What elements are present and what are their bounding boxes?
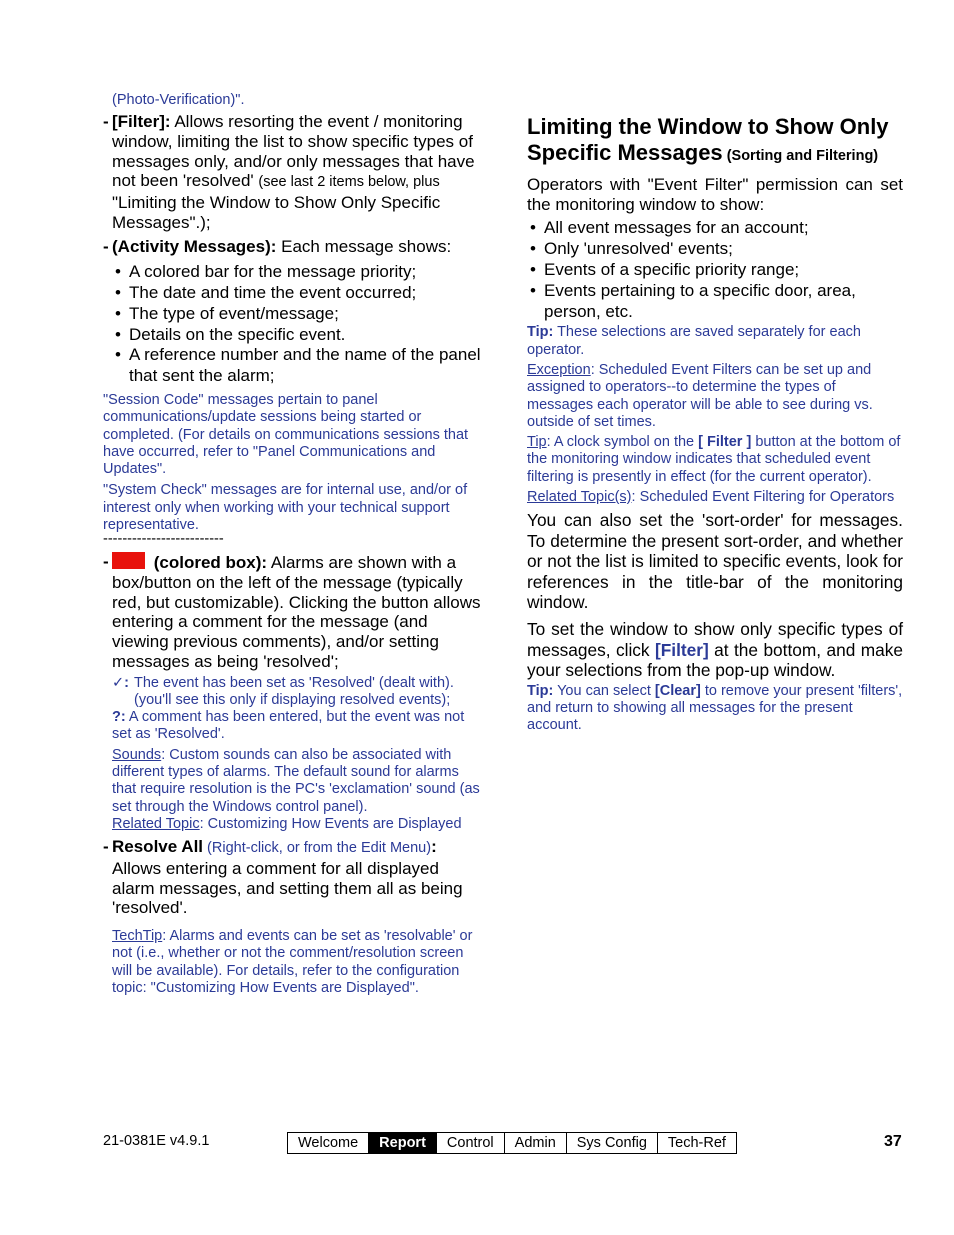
right-column	[527, 114, 903, 735]
sounds-text: : Custom sounds can also be associated with different types of alarms. The default sound for alarms that require resolution is the PC's 'exclamation' sound (as set through the Windows control panel).	[112, 746, 480, 815]
activity-body	[112, 237, 481, 257]
related-topics-note	[527, 489, 903, 506]
tip-clear-note	[527, 683, 903, 735]
exception-note	[527, 362, 903, 431]
tip-clock-text: : A clock symbol on the	[546, 434, 699, 451]
list-item: • Events pertaining to a specific door, area, person, etc.	[527, 281, 903, 323]
nav-tab-control[interactable]: Control	[437, 1133, 505, 1153]
document-id: 21-0381E v4.9.1	[103, 1133, 210, 1149]
page-number: 37	[884, 1133, 902, 1150]
tip-clear-text: You can select	[553, 682, 655, 699]
colored-box-text: Alarms are shown with a box/button on the left of the message (typically red, but customizable). Clicking the button allows entering a comment for the message (and viewing previous comments), and/or setting messages as being 'resolved';	[112, 553, 481, 671]
tip-clock-note	[527, 434, 903, 486]
system-check-note: "System Check" messages are for internal use, and/or of interest only when working with your technical support representative.	[103, 482, 468, 534]
resolve-all-text: Allows entering a comment for all displayed alarm messages, and setting them all as being 'resolved'.	[112, 858, 463, 918]
tip-saved-note	[527, 324, 903, 359]
left-column	[103, 92, 481, 997]
filter-bullet: -	[103, 112, 109, 132]
list-item: • The date and time the event occurred;	[112, 283, 481, 304]
activity-item	[103, 237, 481, 257]
resolved-check-note	[112, 675, 481, 710]
list-item: • Events of a specific priority range;	[527, 260, 903, 281]
tip-label: Tip:	[527, 324, 554, 341]
filter-text-small: (see last 2 items below, plus	[258, 174, 440, 191]
tip-saved-text: These selections are saved separately for each operator.	[527, 324, 861, 358]
section-heading	[527, 114, 903, 169]
tip-clear-text-2: to remove your present 'filters', and return to showing all messages for the present account.	[527, 682, 903, 734]
sounds-link[interactable]: Sounds	[112, 746, 162, 763]
filter-para-text: To set the window to show only specific types of messages, click	[527, 619, 903, 660]
resolve-all-item	[103, 837, 481, 918]
activity-bullet-list	[112, 262, 481, 387]
session-code-note: "Session Code" messages pertain to panel communications/update sessions being started or completed. (For details on communications sessions that have occurred, refer to "Panel Communications and Updates".	[103, 392, 469, 478]
filter-button-ref: [ Filter ]	[698, 434, 752, 451]
list-item: • All event messages for an account;	[527, 218, 903, 239]
nav-tab-sys-config[interactable]: Sys Config	[567, 1133, 658, 1153]
section-heading-sub: (Sorting and Filtering)	[722, 148, 879, 164]
check-mark-icon: ✓:	[112, 674, 129, 691]
comment-question-note	[112, 709, 481, 744]
filter-options-list	[527, 218, 903, 322]
related-topic-text: : Customizing How Events are Displayed	[199, 815, 462, 832]
photo-verification-ref: (Photo-Verification)".	[112, 92, 245, 108]
tip-label: Tip:	[527, 682, 554, 699]
filter-item	[103, 112, 481, 232]
related-topics-link[interactable]: Related Topic(s)	[527, 489, 632, 506]
resolve-all-body	[112, 837, 481, 918]
nav-tab-tech-ref[interactable]: Tech-Ref	[667, 1135, 726, 1151]
related-topic-link[interactable]: Related Topic	[112, 815, 200, 832]
list-item: • A reference number and the name of the panel that sent the alarm;	[112, 345, 481, 387]
list-item: • The type of event/message;	[112, 304, 481, 325]
colored-box-item	[103, 552, 481, 671]
resolve-all-bullet: -	[103, 837, 109, 857]
page-footer	[0, 1130, 954, 1156]
list-item: • A colored bar for the message priority;	[112, 262, 481, 283]
resolve-all-colon: :	[431, 837, 437, 857]
list-item: • Details on the specific event.	[112, 325, 481, 346]
activity-text: Each message shows:	[276, 236, 452, 256]
intro-paragraph: Operators with "Event Filter" permission can set the monitoring window to show:	[527, 175, 903, 214]
exception-text: : Scheduled Event Filters can be set up and assigned to operators--to determine the types of messages each operator will be able to see during vs. outside of set times.	[527, 361, 873, 430]
list-item: • Only 'unresolved' events;	[527, 239, 903, 260]
filter-button-ref: [Filter]	[655, 639, 709, 660]
related-topics-text: : Scheduled Event Filtering for Operators	[631, 489, 895, 506]
section-nav	[287, 1132, 737, 1154]
sort-order-paragraph: You can also set the 'sort-order' for messages. To determine the present sort-order, and whether or not the list is limited to specific events, look for references in the title-bar of the monitoring window.	[527, 510, 903, 612]
exception-link[interactable]: Exception	[527, 361, 591, 378]
filter-text: Allows resorting the event / monitoring window, limiting the list to show specific types of messages only, and/or only messages that have not been 'resolved'	[112, 112, 475, 191]
tip-clock-text-2: button at the bottom of the monitoring window indicates that scheduled event filtering is presently in effect (for the current operator).	[527, 434, 901, 485]
techtip-note	[112, 928, 481, 997]
activity-bullet: -	[103, 236, 109, 256]
resolve-all-paren: (Right-click, or from the Edit Menu)	[203, 840, 432, 857]
nav-tab-report[interactable]: Report	[369, 1133, 437, 1153]
filter-body	[112, 112, 481, 232]
question-mark-icon: ?:	[112, 709, 126, 726]
separator: -------------------------	[103, 531, 224, 548]
tip-link[interactable]: Tip	[527, 434, 547, 451]
resolved-check-text: The event has been set as 'Resolved' (dealt with). (you'll see this only if displaying resolved events);	[134, 674, 454, 708]
nav-tab-admin[interactable]: Admin	[505, 1133, 567, 1153]
techtip-text: : Alarms and events can be set as 'resolvable' or not (i.e., whether or not the comment/resolution screen will be available). For details, refer to the configuration topic: "Customizing How Events are Displayed".	[112, 928, 473, 996]
techtip-link[interactable]: TechTip	[112, 928, 163, 945]
sounds-note	[112, 747, 481, 816]
colored-box-body	[112, 552, 481, 671]
related-topic-note	[112, 816, 481, 833]
filter-label: [Filter]:	[112, 112, 171, 132]
filter-para-text-2: at the bottom, and make your selections from the pop-up window.	[527, 639, 903, 681]
resolve-all-label: Resolve All	[112, 837, 204, 857]
filter-paragraph	[527, 619, 903, 680]
section-heading-text: Limiting the Window to Show Only Specific Messages	[527, 114, 889, 165]
colored-box-bullet: -	[103, 552, 109, 572]
nav-tab-welcome[interactable]: Welcome	[288, 1133, 369, 1153]
filter-text-2: "Limiting the Window to Show Only Specific Messages".);	[112, 193, 441, 232]
activity-label: (Activity Messages):	[112, 236, 277, 256]
colored-box-label: (colored box):	[149, 553, 268, 573]
alarm-color-box-icon	[112, 552, 145, 569]
comment-question-text: A comment has been entered, but the event was not set as 'Resolved'.	[112, 709, 465, 743]
clear-button-ref: [Clear]	[654, 682, 701, 699]
